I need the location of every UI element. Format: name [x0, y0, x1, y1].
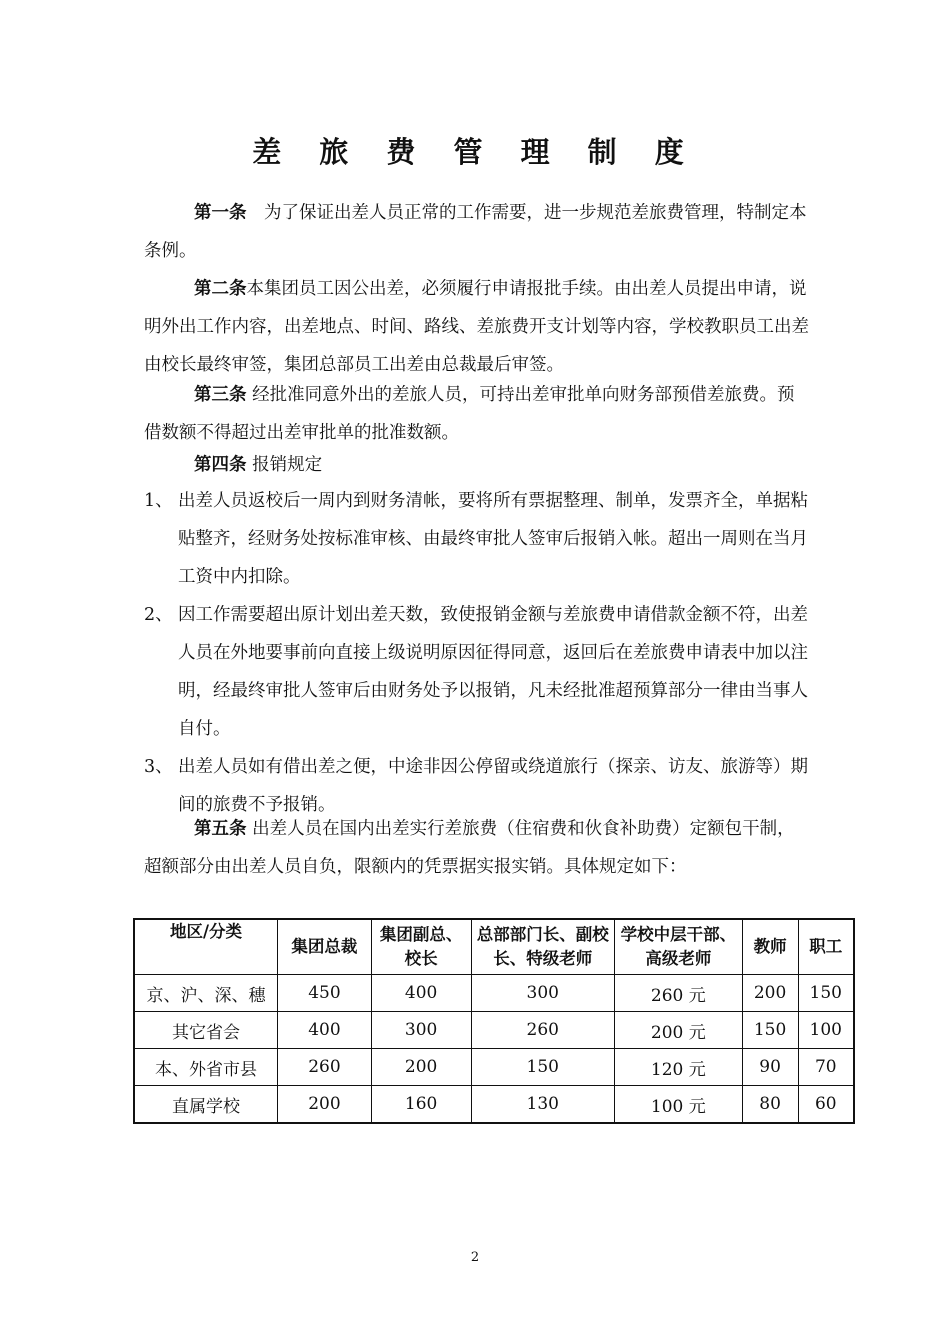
table-cell: 70 [798, 1049, 854, 1086]
table-cell: 90 [742, 1049, 798, 1086]
table-header-row [134, 919, 854, 975]
table-cell: 200 元 [615, 1012, 743, 1049]
table-cell: 120 元 [615, 1049, 743, 1086]
page-title: 差 旅 费 管 理 制 度 [252, 135, 698, 169]
table-cell: 300 [471, 975, 615, 1012]
table-cell: 450 [278, 975, 372, 1012]
article-4-lead: 第四条 [194, 455, 247, 475]
table-cell: 80 [742, 1086, 798, 1124]
table-cell: 300 [371, 1012, 471, 1049]
header-cell: 职工 [798, 919, 854, 975]
table-cell: 100 元 [615, 1086, 743, 1124]
article-2-text: 本集团员工因公出差，必须履行申请报批手续。由出差人员提出申请，说明外出工作内容，出差地点、时间、路线、差旅费开支计划等内容，学校教职员工出差由校长最终审签，集团总部员工出差由总裁最后审签。 [144, 279, 809, 375]
table-cell: 京、沪、深、穗 [134, 975, 278, 1012]
rule-number: 3、 [144, 757, 173, 777]
rule-item [144, 482, 810, 596]
header-cell: 地区/分类 [134, 919, 278, 975]
header-cell: 总部部门长、副校长、特级老师 [471, 919, 615, 975]
header-cell: 集团总裁 [278, 919, 372, 975]
table-cell: 直属学校 [134, 1086, 278, 1124]
rule-text: 因工作需要超出原计划出差天数，致使报销金额与差旅费申请借款金额不符，出差人员在外地要事前向直接上级说明原因征得同意，返回后在差旅费申请表中加以注明，经最终审批人签审后由财务处予以报销，凡未经批准超预算部分一律由当事人自付。 [178, 605, 808, 739]
table-cell: 200 [742, 975, 798, 1012]
table-cell: 本、外省市县 [134, 1049, 278, 1086]
rule-item [144, 596, 810, 748]
table-cell: 260 [471, 1012, 615, 1049]
article-2 [144, 270, 810, 384]
travel-allowance-table [133, 918, 855, 1124]
rule-text: 出差人员返校后一周内到财务清帐，要将所有票据整理、制单，发票齐全，单据粘贴整齐，经财务处按标准审核、由最终审批人签审后报销入帐。超出一周则在当月工资中内扣除。 [178, 491, 808, 587]
header-cell: 教师 [742, 919, 798, 975]
table-cell: 400 [278, 1012, 372, 1049]
rule-text: 出差人员如有借出差之便，中途非因公停留或绕道旅行（探亲、访友、旅游等）期间的旅费不予报销。 [178, 757, 808, 815]
table-row [134, 975, 854, 1012]
table-cell: 200 [278, 1086, 372, 1124]
table-row [134, 1049, 854, 1086]
article-5-lead: 第五条 [194, 819, 247, 839]
article-5 [144, 810, 810, 886]
table-cell: 150 [798, 975, 854, 1012]
article-2-lead: 第二条 [194, 279, 247, 299]
table-cell: 其它省会 [134, 1012, 278, 1049]
header-cell: 集团副总、校长 [371, 919, 471, 975]
reimbursement-rules [144, 482, 810, 824]
table-cell: 130 [471, 1086, 615, 1124]
table-cell: 200 [371, 1049, 471, 1086]
table-cell: 60 [798, 1086, 854, 1124]
article-4-text: 报销规定 [252, 455, 323, 475]
table-cell: 160 [371, 1086, 471, 1124]
article-3-text: 经批准同意外出的差旅人员，可持出差审批单向财务部预借差旅费。预借数额不得超过出差审批单的批准数额。 [144, 385, 795, 443]
article-4 [144, 446, 810, 484]
table-row [134, 1086, 854, 1124]
article-1-lead: 第一条 [194, 203, 247, 223]
table-cell: 260 [278, 1049, 372, 1086]
table-cell: 150 [471, 1049, 615, 1086]
rule-number: 2、 [144, 605, 173, 625]
article-3-lead: 第三条 [194, 385, 247, 405]
article-1-text: 为了保证出差人员正常的工作需要，进一步规范差旅费管理，特制定本条例。 [144, 203, 807, 261]
table-cell: 260 元 [615, 975, 743, 1012]
page-number: 2 [470, 1250, 480, 1265]
table-cell: 100 [798, 1012, 854, 1049]
table-row [134, 1012, 854, 1049]
article-5-text: 出差人员在国内出差实行差旅费（住宿费和伙食补助费）定额包干制，超额部分由出差人员自负，限额内的凭票据实报实销。具体规定如下： [144, 819, 795, 877]
table-cell: 150 [742, 1012, 798, 1049]
article-1 [144, 194, 810, 270]
article-3 [144, 376, 810, 452]
rule-number: 1、 [144, 491, 173, 511]
header-cell: 学校中层干部、高级老师 [615, 919, 743, 975]
table-cell: 400 [371, 975, 471, 1012]
